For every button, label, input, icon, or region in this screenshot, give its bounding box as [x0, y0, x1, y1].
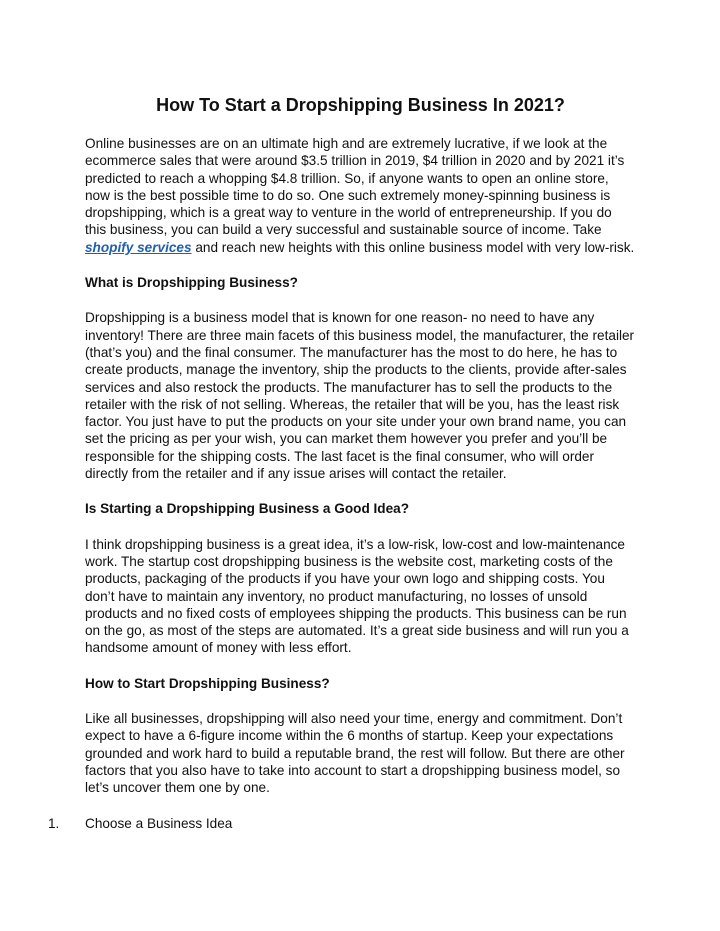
section-body-good-idea: I think dropshipping business is a great idea, it’s a low-risk, low-cost and low-maintenance work. The startup cost dropshipping business is the website cost, marketing costs of the products, packaging of the products if you have your own logo and shipping costs. You don’t have to maintain any inventory, no product manufacturing, no losses of unsold products and no fixed costs of employees shipping the products. This business can be run on the go, as most of the steps are automated. It’s a great side business and will run you a handsome amount of money with less effort.: [85, 536, 629, 656]
list-item: [48, 815, 636, 832]
section-body-how-to-start: Like all businesses, dropshipping will also need your time, energy and commitment. Don’t expect to have a 6-figure income within the 6 months of startup. Keep your expectations grounded and work hard to build a reputable brand, the rest will follow. But there are other factors that you also have to take into account to start a dropshipping business model, so let’s uncover them one by one.: [85, 711, 625, 796]
list-item-number: 1.: [48, 815, 60, 831]
intro-text-after-link: and reach new heights with this online business model with very low-risk.: [191, 239, 635, 255]
section-heading-good-idea: Is Starting a Dropshipping Business a Good Idea?: [85, 501, 410, 517]
shopify-services-link[interactable]: shopify services: [85, 239, 192, 255]
intro-paragraph: [85, 135, 636, 256]
list-item-text: Choose a Business Idea: [85, 815, 233, 831]
section-heading-how-to-start: How to Start Dropshipping Business?: [85, 675, 330, 691]
section-body-what-is-dropshipping: Dropshipping is a business model that is known for one reason- no need to have any inventory! There are three main facets of this business model, the manufacturer, the retailer (that’s you) and the final consumer. The manufacturer has the most to do here, he has to create products, manage the inventory, ship the products to the clients, provide after-sales services and also restock the products. The manufacturer has to sell the products to the retailer with the risk of not selling. Whereas, the retailer that will be you, has the least risk factor. You just have to put the products on your site under your own brand name, you can set the pricing as per your wish, you can market them however you prefer and you’ll be responsible for the shipping costs. The last facet is the final consumer, who will order directly from the retailer and if any issue arises will contact the retailer.: [85, 310, 635, 482]
section-heading-what-is-dropshipping: What is Dropshipping Business?: [85, 275, 298, 291]
document-title: How To Start a Dropshipping Business In 2021?: [156, 95, 565, 115]
intro-text-before-link: Online businesses are on an ultimate high and are extremely lucrative, if we look at the ecommerce sales that were around $3.5 trillion in 2019, $4 trillion in 2020 and by 2021 it’s predicted to reach a whopping $4.8 trillion. So, if anyone wants to open an online store, now is the best possible time to do so. One such extremely money-spinning business is dropshipping, which is a great way to venture in the world of entrepreneurship. If you do this business, you can build a very successful and sustainable source of income. Take: [85, 136, 625, 238]
